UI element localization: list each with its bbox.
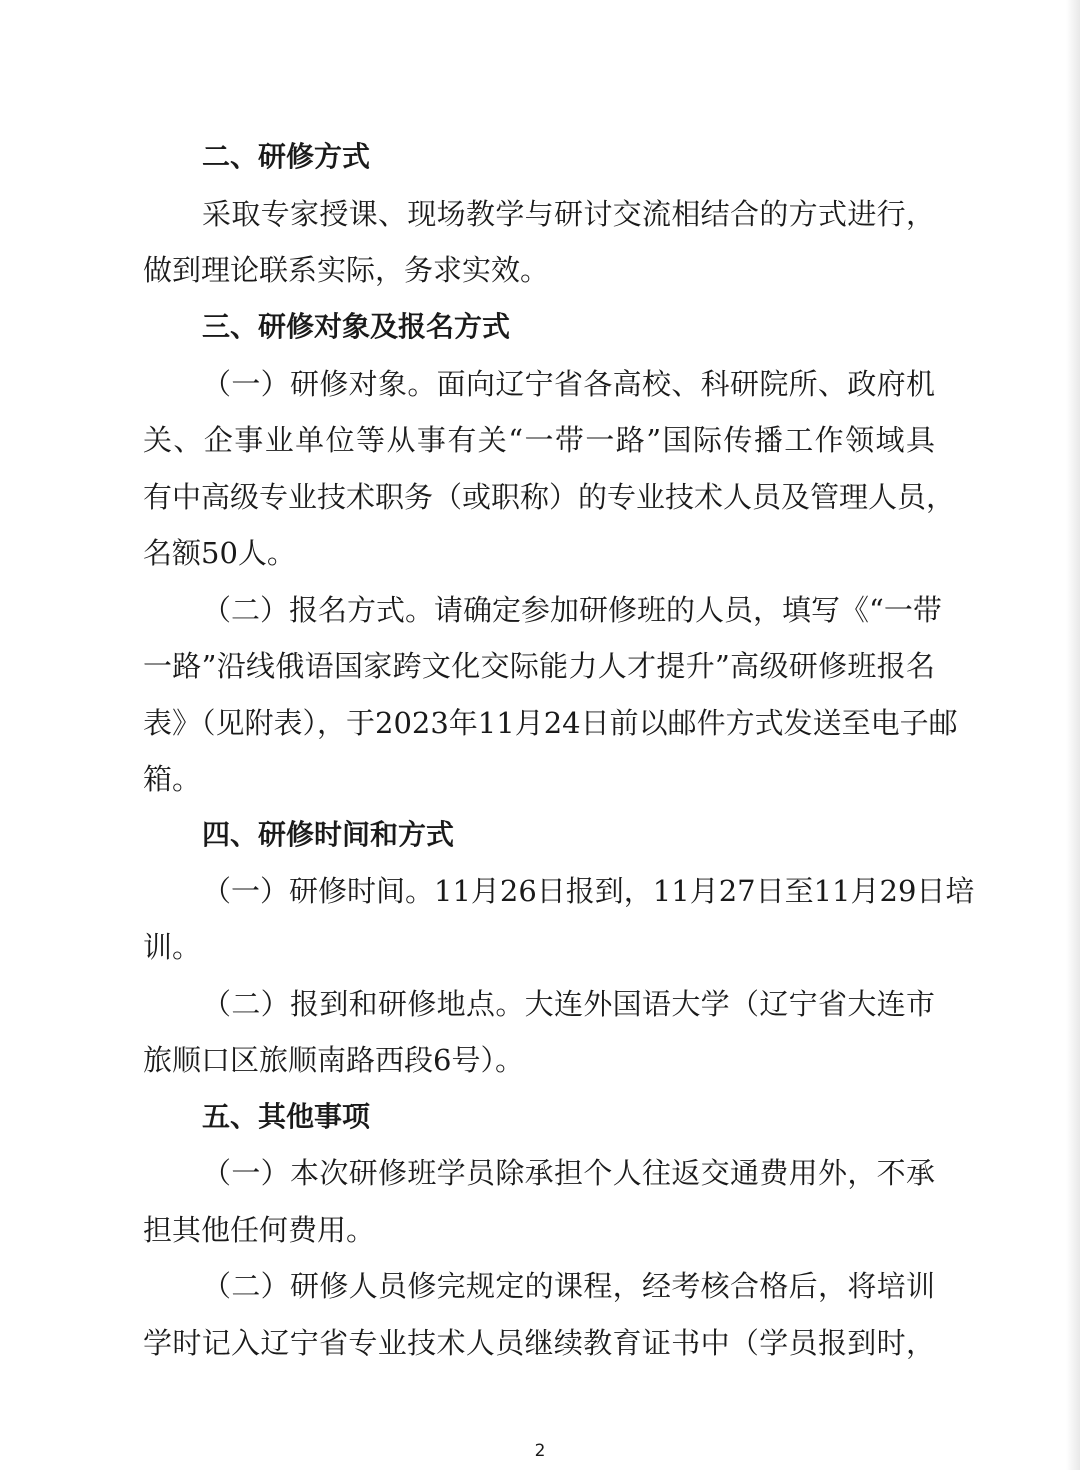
paragraph-line: 做到理论联系实际，务求实效。 [143,253,550,287]
paragraph-line: 有中高级专业技术职务（或职称）的专业技术人员及管理人员， [143,480,956,514]
paragraph-line: （二）报到和研修地点。大连外国语大学（辽宁省大连市 [202,987,935,1021]
section-heading-4: 四、研修时间和方式 [202,818,455,851]
section-heading-3: 三、研修对象及报名方式 [202,310,511,343]
paragraph-line: （二）报名方式。请确定参加研修班的人员，填写《“一带 [202,593,942,627]
paragraph-line: 训。 [143,930,202,964]
page-number: 2 [534,1441,546,1461]
paragraph-line: 采取专家授课、现场教学与研讨交流相结合的方式进行， [202,197,935,231]
paragraph-line: 表》（见附表），于2023年11月24日前以邮件方式发送至电子邮 [143,706,958,740]
paragraph-line: 关、企事业单位等从事有关“一带一路”国际传播工作领域具 [143,423,935,457]
paragraph-line: 旅顺口区旅顺南路西段6号）。 [143,1043,524,1077]
paragraph-line: （一）本次研修班学员除承担个人往返交通费用外，不承 [202,1156,935,1190]
paragraph-line: （二）研修人员修完规定的课程，经考核合格后，将培训 [202,1269,935,1303]
paragraph-line: 箱。 [143,762,202,796]
paragraph-line: 学时记入辽宁省专业技术人员继续教育证书中（学员报到时， [143,1326,935,1360]
section-heading-2: 二、研修方式 [202,140,371,173]
section-heading-5: 五、其他事项 [202,1100,371,1133]
page-edge-shadow [1066,0,1080,1470]
paragraph-line: （一）研修对象。面向辽宁省各高校、科研院所、政府机 [202,367,935,401]
paragraph-line: 名额50人。 [143,536,296,570]
paragraph-line: （一）研修时间。11月26日报到，11月27日至11月29日培 [202,874,975,908]
paragraph-line: 一路”沿线俄语国家跨文化交际能力人才提升”高级研修班报名 [143,649,935,683]
paragraph-line: 担其他任何费用。 [143,1213,376,1247]
